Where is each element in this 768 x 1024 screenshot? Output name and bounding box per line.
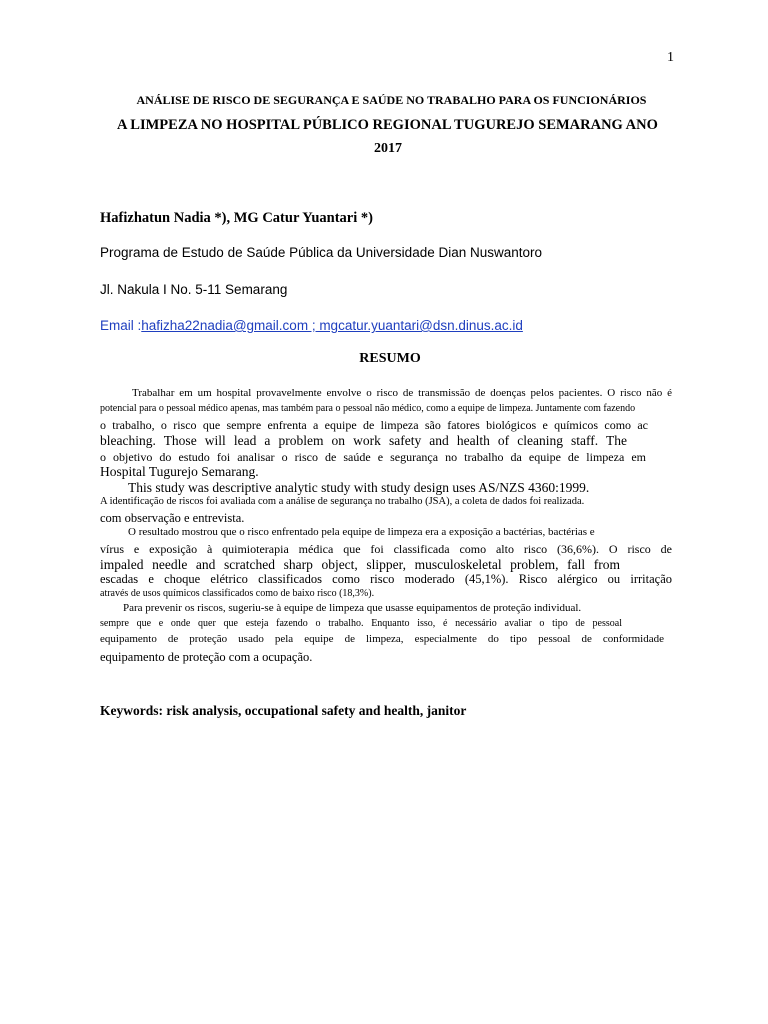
abstract-line: o objetivo do estudo foi analisar o risco de saúde e segurança no trabalho da equipe de limpeza em — [100, 450, 646, 464]
abstract-line: escadas e choque elétrico classificados como risco moderado (45,1%). Risco alérgico ou irritação — [100, 572, 672, 586]
abstract-line: através de usos químicos classificados como de baixo risco (18,3%). — [100, 588, 375, 599]
abstract-heading: RESUMO — [359, 351, 421, 366]
abstract-line: equipamento de proteção com a ocupação. — [100, 650, 313, 664]
email-prefix: Email : — [100, 318, 142, 333]
title-line-3: 2017 — [374, 141, 402, 156]
abstract-line: Para prevenir os riscos, sugeriu-se à equipe de limpeza que usasse equipamentos de proteção individual. — [123, 602, 582, 614]
page-number: 1 — [667, 50, 674, 65]
title-line-2: A LIMPEZA NO HOSPITAL PÚBLICO REGIONAL TUGUREJO SEMARANG ANO — [117, 117, 658, 133]
abstract-line: impaled needle and scratched sharp object, slipper, musculoskeletal problem, fall from — [100, 557, 620, 572]
abstract-line: A identificação de riscos foi avaliada com a análise de segurança no trabalho (JSA), a coleta de dados foi realizada. — [100, 496, 585, 507]
abstract-line: potencial para o pessoal médico apenas, mas também para o pessoal não médico, como a equipe de limpeza. Juntamente com fazendo — [100, 403, 636, 414]
abstract-line: bleaching. Those will lead a problem on work safety and health of cleaning staff. The — [100, 433, 627, 448]
address: Jl. Nakula I No. 5-11 Semarang — [100, 282, 288, 297]
authors: Hafizhatun Nadia *), MG Catur Yuantari *) — [100, 210, 373, 226]
abstract-line: sempre que e onde quer que esteja fazendo o trabalho. Enquanto isso, é necessário avaliar o tipo de pessoal — [100, 618, 622, 629]
abstract-line: com observação e entrevista. — [100, 511, 245, 525]
abstract-line: equipamento de proteção usado pela equipe de limpeza, especialmente do tipo pessoal de conformidade — [100, 633, 664, 645]
abstract-line: O resultado mostrou que o risco enfrentado pela equipe de limpeza era a exposição a bactérias, bactérias e — [128, 526, 595, 538]
abstract-line: This study was descriptive analytic study with study design uses AS/NZS 4360:1999. — [128, 480, 590, 495]
keywords: Keywords: risk analysis, occupational safety and health, janitor — [100, 703, 467, 718]
abstract-line: Trabalhar em um hospital provavelmente envolve o risco de transmissão de doenças pelos pacientes. O risco não é — [132, 387, 672, 399]
title-line-1: ANÁLISE DE RISCO DE SEGURANÇA E SAÚDE NO TRABALHO PARA OS FUNCIONÁRIOS — [136, 93, 647, 107]
abstract-line: o trabalho, o risco que sempre enfrenta a equipe de limpeza são fatores biológicos e químicos como ac — [100, 418, 648, 432]
email-line — [100, 318, 523, 333]
affiliation: Programa de Estudo de Saúde Pública da Universidade Dian Nuswantoro — [100, 245, 543, 260]
abstract-line: vírus e exposição à quimioterapia médica que foi classificada como alto risco (36,6%). O risco de — [100, 542, 672, 556]
email-link[interactable]: hafizha22nadia@gmail.com ; mgcatur.yuantari@dsn.dinus.ac.id — [141, 318, 523, 333]
abstract-line: Hospital Tugurejo Semarang. — [100, 464, 259, 479]
